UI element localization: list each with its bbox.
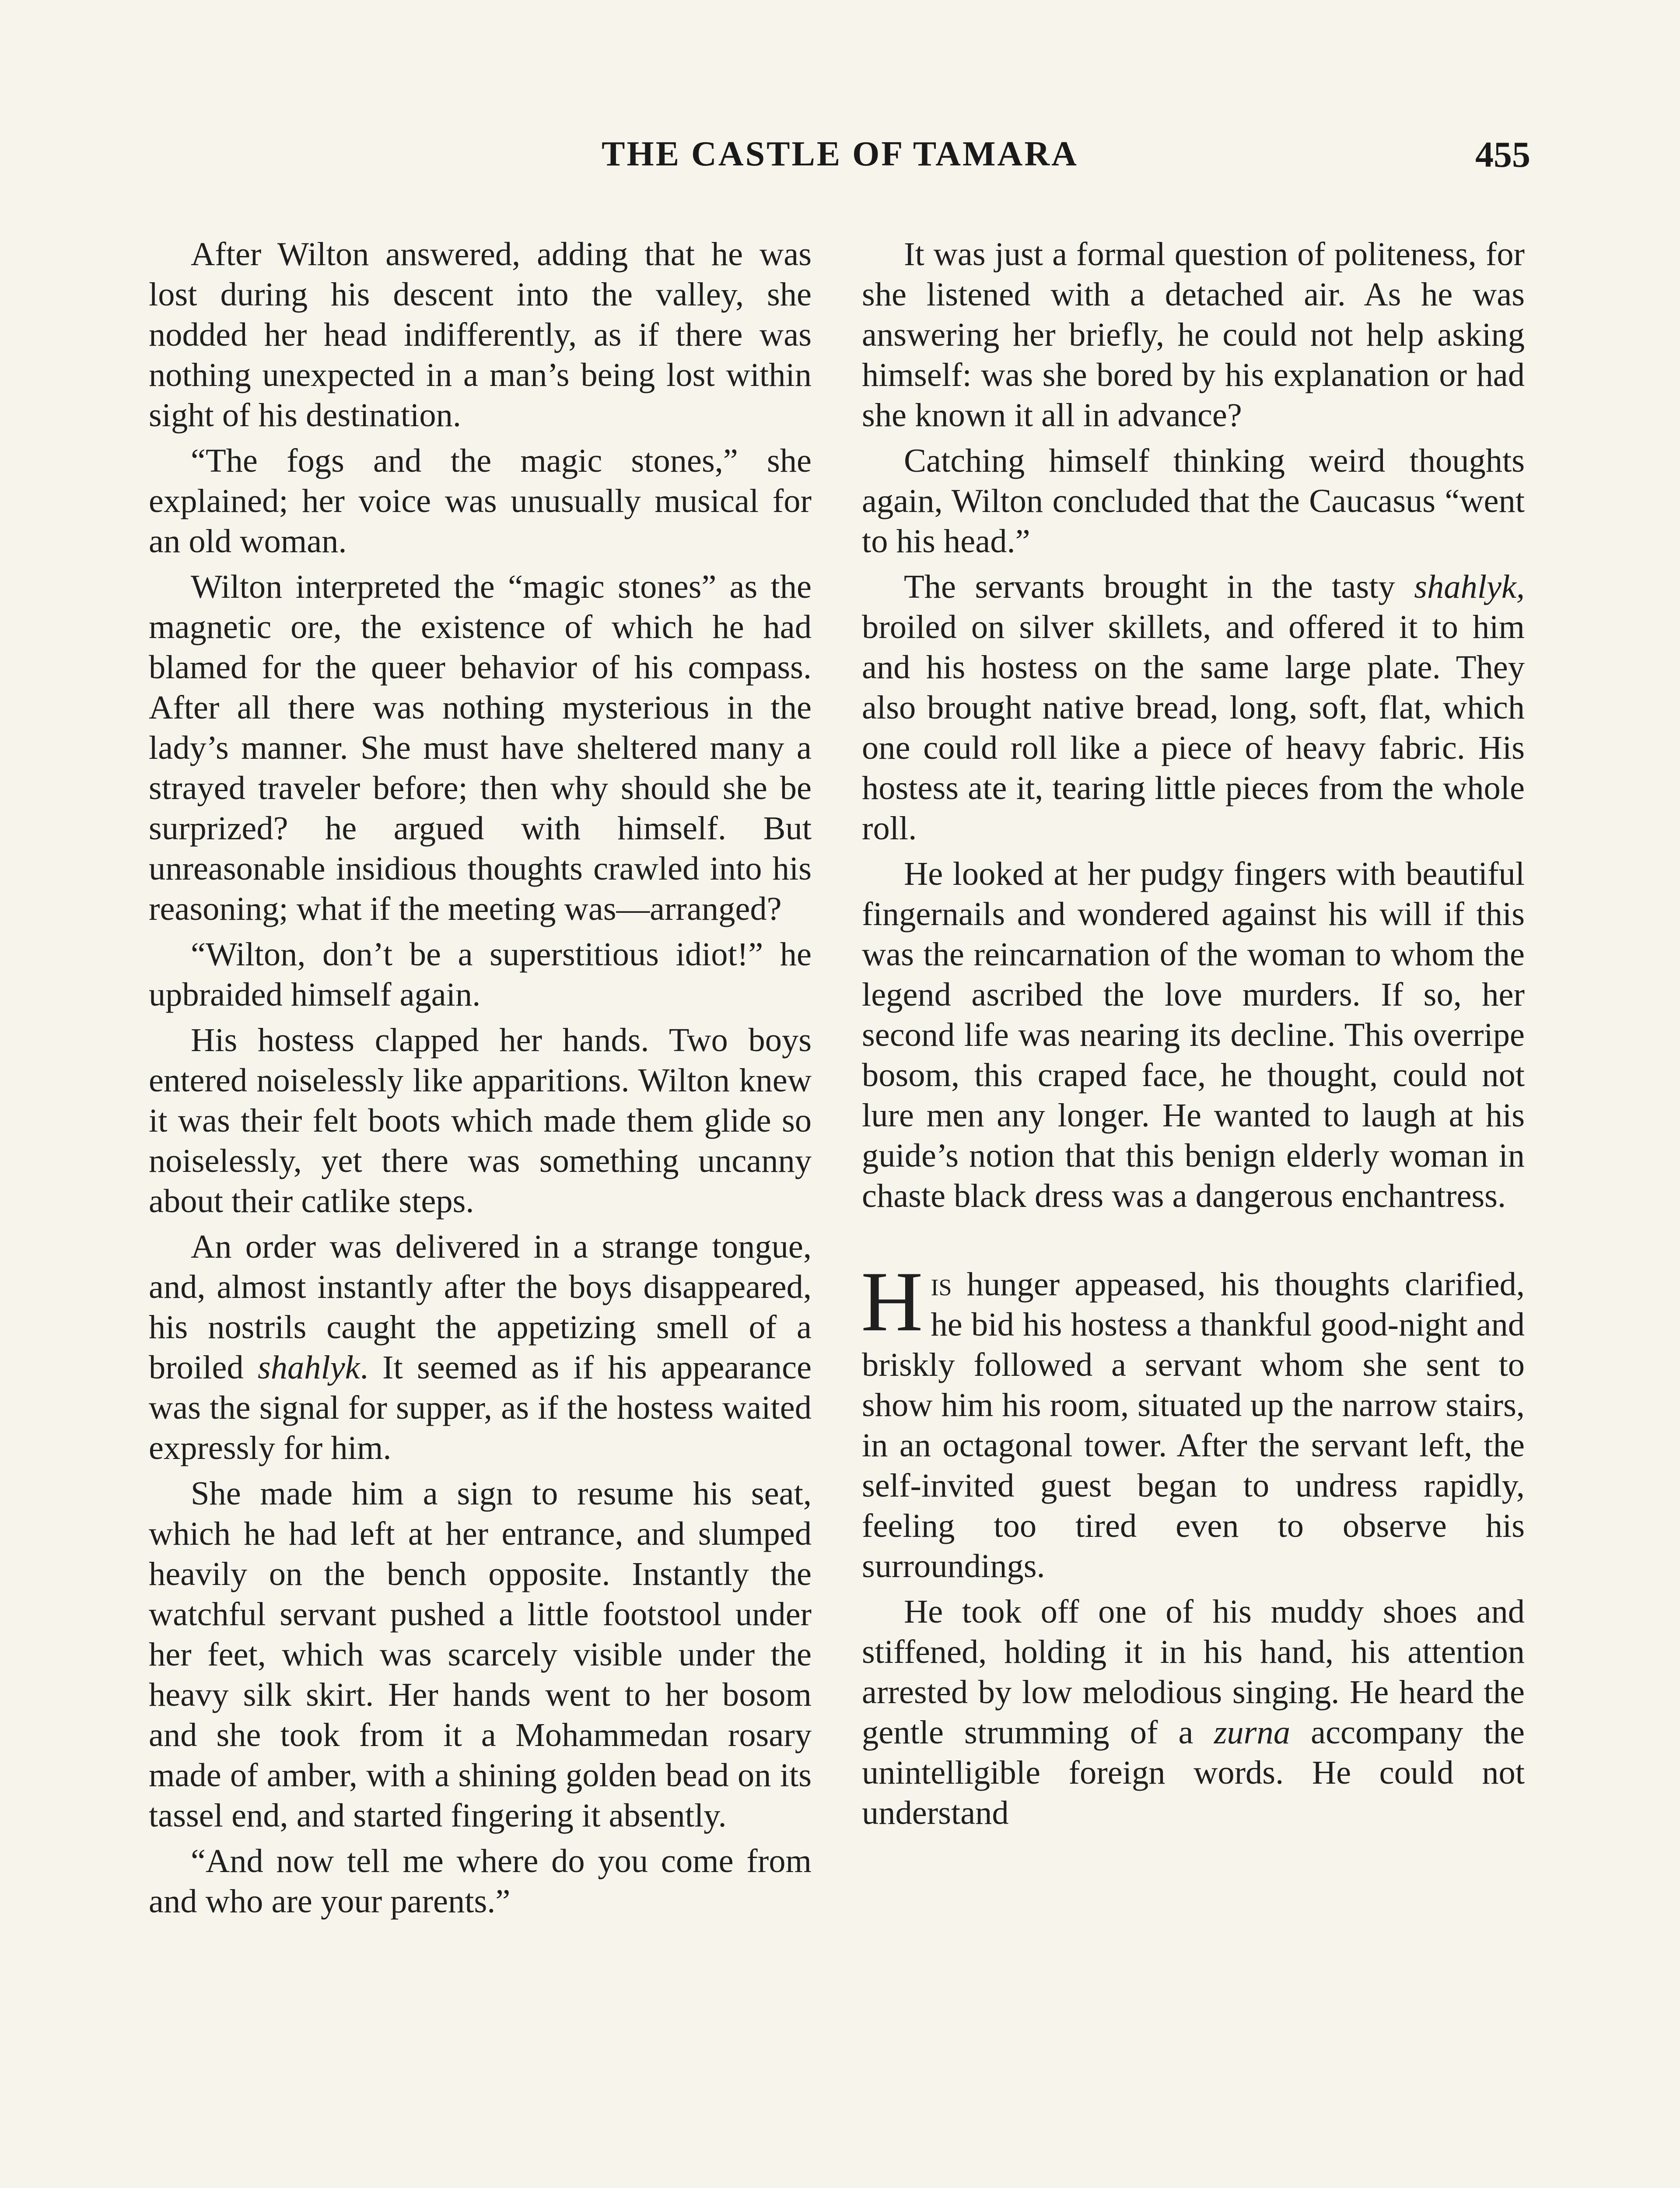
- text-run: broiled on silver skillets, and offered it to him and his hostess on the same large plate. They also brought native bread, long, soft, flat, which one could roll like a piece of heavy fabric. His hostess ate it, tearing little pieces from the whole roll.: [862, 608, 1525, 847]
- paragraph: She made him a sign to resume his seat, which he had left at her entrance, and slumped heavily on the bench opposite. Instantly the watchful servant pushed a little footstool under her feet, which was scarcely visible under the heavy silk skirt. Her hands went to her bosom and she took from it a Mohammedan rosary made of amber, with a shining golden bead on its tassel end, and started fingering it absently.: [149, 1475, 812, 1834]
- paragraph: Catching himself thinking weird thoughts again, Wilton concluded that the Caucasus “went to his head.”: [862, 442, 1525, 560]
- text-run: hunger appeased, his thoughts clarified, he bid his hostess a thankful good-night and briskly followed a servant whom she sent to show him his room, situated up the narrow stairs, in an octagonal tower. After the servant left, the self-invited guest began to undress rapidly, feeling too tired even to observe his surroundings.: [862, 1266, 1525, 1585]
- paragraph: [149, 1227, 812, 1468]
- paragraph-dropcap: [861, 1254, 1525, 1586]
- text-run: He took off one of his muddy shoes and stiffened, holding it in his hand, his attention arrested by low melodious singing. He heard the gentle strumming of a: [862, 1593, 1525, 1751]
- paragraph: He looked at her pudgy fingers with beautiful fingernails and wondered against his will if this was the reincarnation of the woman to whom the legend ascribed the love murders. If so, her second life was nearing its decline. This overripe bosom, this craped face, he thought, could not lure men any longer. He wanted to laugh at his guide’s notion that this benign elderly woman in chaste black dress was a dangerous enchantress.: [862, 855, 1525, 1214]
- paragraph: Wilton interpreted the “magic stones” as the magnetic ore, the existence of which he had blamed for the queer behavior of his compass. After all there was nothing mysterious in the lady’s manner. She must have sheltered many a strayed traveler before; then why should she be surprized? he argued with himself. But unreasonable insidious thoughts crawled into his reasoning; what if the meeting was—arranged?: [149, 568, 812, 927]
- page-number: 455: [1475, 134, 1530, 175]
- italic-term: shahlyk: [257, 1349, 360, 1386]
- text-run: The servants brought in the tasty: [904, 568, 1414, 605]
- italic-term: zurna: [1214, 1714, 1290, 1751]
- text-run: accompany the unintelligible foreign words. He could not understand: [862, 1714, 1525, 1831]
- small-caps-lead: is: [931, 1266, 952, 1303]
- running-header-title: THE CASTLE OF TAMARA: [602, 135, 1078, 173]
- paragraph: After Wilton answered, adding that he was lost during his descent into the valley, she nodded her head indifferently, as if there was nothing unexpected in a man’s being lost within sight of his destination.: [149, 235, 812, 434]
- paragraph: [862, 567, 1525, 849]
- section-break: [862, 1221, 1525, 1264]
- paragraph: [862, 1592, 1525, 1833]
- right-column: [862, 234, 1525, 1838]
- drop-cap-letter: H: [861, 1254, 923, 1349]
- paragraph: His hostess clapped her hands. Two boys entered noiselessly like apparitions. Wilton knew it was their felt boots which made them glide so noiselessly, yet there was something uncanny about their catlike steps.: [149, 1021, 812, 1220]
- paragraph: “Wilton, don’t be a superstitious idiot!” he upbraided himself again.: [149, 936, 812, 1013]
- left-column: [149, 234, 812, 1927]
- text-run: . It seemed as if his appearance was the signal for supper, as if the hostess waited expressly for him.: [149, 1349, 812, 1466]
- italic-term: shahlyk,: [1414, 568, 1525, 605]
- paragraph: It was just a formal question of politeness, for she listened with a detached air. As he was answering her briefly, he could not help asking himself: was she bored by his explanation or had she known it all in advance?: [862, 235, 1525, 434]
- paragraph: “And now tell me where do you come from and who are your parents.”: [149, 1842, 812, 1920]
- text-run: An order was delivered in a strange tongue, and, almost instantly after the boys disappeared, his nostrils caught the appetizing smell of a broiled: [149, 1228, 812, 1386]
- paragraph: “The fogs and the magic stones,” she explained; her voice was unusually musical for an old woman.: [149, 442, 812, 560]
